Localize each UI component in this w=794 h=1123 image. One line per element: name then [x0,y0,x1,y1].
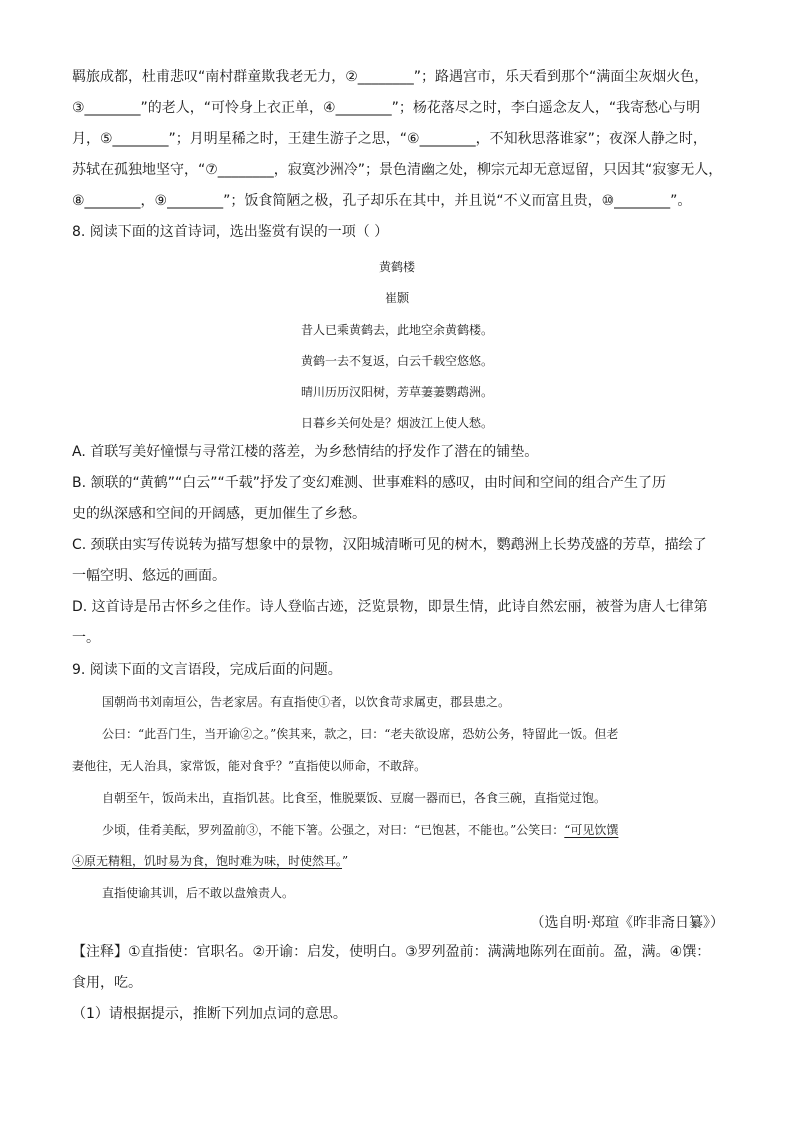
classical-para-4-text: 少顷，佳肴美酝，罗列盈前③，不能下箸。公强之，对曰：“已饱甚，不能也。”公笑曰： [102,823,565,837]
option-d-line-1: D. 这首诗是吊古怀乡之佳作。诗人登临古迹，泛览景物，即景生情，此诗自然宏丽，被誉为唐人七律第 [72,599,708,615]
recitation-line-1: 羁旅成都，杜甫悲叹“南村群童欺我老无力，②________”；路遇宫市，乐天看到那个“满面尘灰烟火色， [72,69,709,85]
option-b-line-2: 史的纵深感和空间的开阔感，更加催生了乡愁。 [72,506,366,522]
poem-line-4: 日暮乡关何处是？烟波江上使人愁。 [300,416,493,430]
poem-line-2: 黄鹤一去不复返，白云千载空悠悠。 [300,354,493,368]
closing-quote: ” [342,854,349,868]
poem-line-3: 晴川历历汉阳树，芳草萋萋鹦鹉洲。 [300,385,493,399]
option-a: A. 首联写美好憧憬与寻常江楼的落差，为乡愁情结的抒发作了潜在的铺垫。 [72,444,539,460]
option-d-line-2: 一。 [72,630,100,646]
question-9-stem: 9. 阅读下面的文言语段，完成后面的问题。 [72,662,342,678]
source-citation: （选自明·郑瑄《昨非斋日纂》） [530,915,724,931]
recitation-line-4: 苏轼在孤独地坚守，“⑦________，寂寞沙洲冷”；景色清幽之处，柳宗元却无意逗留，只因其“寂寥无人， [72,162,723,178]
classical-para-3: 自朝至午，饭尚未出，直指饥甚。比食至，惟脱粟饭、豆腐一器而已，各食三碗，直指觉过饱。 [102,791,607,805]
poem-title: 黄鹤楼 [378,260,415,274]
recitation-line-5: ⑧________，⑨________”；饭食简陋之极，孔子却乐在其中，并且说“不义而富且贵，⑩________”。 [72,193,692,209]
classical-para-4-line-1 [102,821,727,838]
sub-question-1: （1）请根据提示，推断下列加点词的意思。 [72,1006,347,1022]
option-b-line-1: B. 颔联的“黄鹤”“白云”“千载”抒发了变幻难测、世事难料的感叹，由时间和空间的组合产生了历 [72,475,667,491]
recitation-line-2: ③________”的老人，“可怜身上衣正单，④________”；杨花落尽之时，李白遥念友人，“我寄愁心与明 [72,100,701,116]
poem-line-1: 昔人已乘黄鹤去，此地空余黄鹤楼。 [300,323,493,337]
underlined-sentence-part-1: “可见饮馔 [564,823,619,837]
option-c-line-2: 一幅空明、悠远的画面。 [72,568,226,584]
underlined-sentence-part-2: ④原无精粗，饥时易为食，饱时难为味，时使然耳。 [72,854,343,868]
option-c-line-1: C. 颈联由实写传说转为描写想象中的景物，汉阳城清晰可见的树木，鹦鹉洲上长势茂盛的芳草，描绘了 [72,537,707,553]
classical-para-2-line-2: 妻他往，无人治具，家常饭，能对食乎？”直指使以师命，不敢辞。 [72,759,427,773]
classical-para-4-line-2 [72,852,727,869]
question-8-stem: 8. 阅读下面的这首诗词，选出鉴赏有误的一项（ ） [72,224,389,240]
classical-para-2-line-1: 公曰：“此吾门生，当开谕②之。”俟其来，款之，曰：“老夫欲设席，恐妨公务，特留此一饭。但老 [102,727,619,741]
classical-para-1: 国朝尚书刘南垣公，告老家居。有直指使①者，以饮食苛求属吏，郡县患之。 [102,695,511,709]
annotation-line-2: 食用，吃。 [72,975,142,991]
poem-author: 崔颢 [384,291,409,305]
annotation-line-1: 【注释】①直指使：官职名。②开谕：启发，使明白。③罗列盈前：满满地陈列在面前。盈，满。④馔： [72,944,711,960]
recitation-line-3: 月，⑤________”；月明星稀之时，王建生游子之思，“⑥________，不知秋思落谁家”；夜深人静之时， [72,131,707,147]
classical-para-5: 直指使谕其训，后不敢以盘飧责人。 [102,886,295,900]
